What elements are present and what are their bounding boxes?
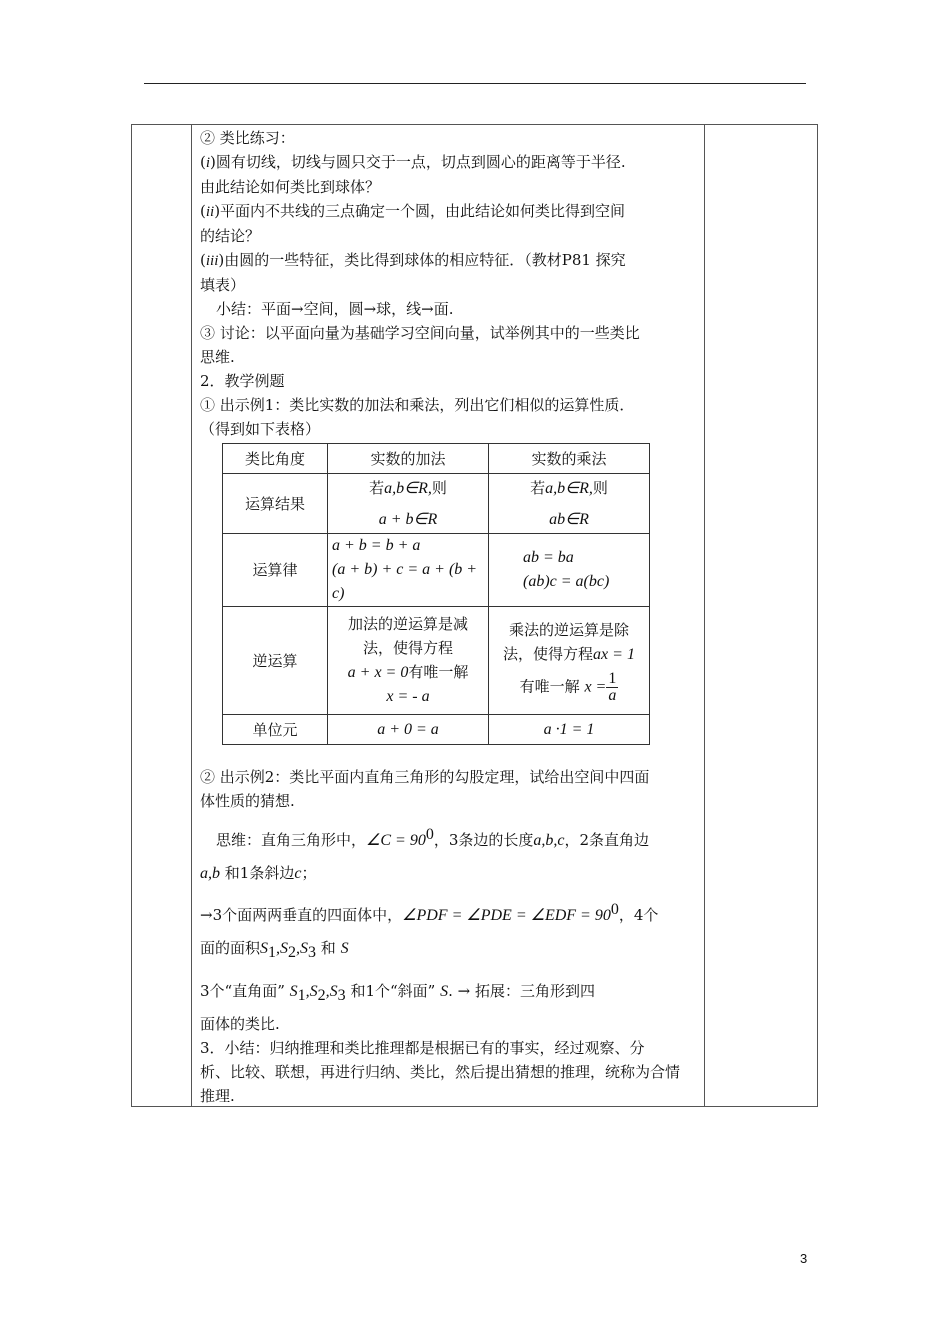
practice-item-2-cont: 的结论？ — [200, 227, 261, 245]
cell-mul-laws: ab = ba (ab)c = a(bc) — [489, 534, 650, 607]
header-multiplication: 实数的乘法 — [489, 444, 650, 474]
column-divider-left — [191, 125, 192, 1106]
practice-item-3: (iii)由圆的一些特征，类比得到球体的相应特征．（教材P81 探究 — [200, 251, 626, 269]
thinking-line-1: 思维：直角三角形中，∠C = $90^0$，3条边的长度a,b,c，2条直角边 — [216, 826, 650, 849]
summary-line: 小结：平面→空间，圆→球，线→面. — [216, 300, 454, 318]
cell-add-laws: a + b = b + a (a + b) + c = a + (b + c) — [328, 534, 489, 607]
cell-add-result: 若a,b∈R,则 a + b∈R — [328, 474, 489, 534]
practice-item-1: (i)圆有切线，切线与圆只交于一点，切点到圆心的距离等于半径. — [200, 153, 626, 171]
header-angle: 类比角度 — [223, 444, 328, 474]
thinking-line-5: 3个“直角面” $S_1,S_2,S_3$ 和1个“斜面” S. → 拓展：三角形到四 — [200, 982, 595, 1004]
table-row — [223, 474, 650, 534]
example-1: ① 出示例1：类比实数的加法和乘法，列出它们相似的运算性质． — [200, 396, 635, 414]
discussion-cont: 思维. — [200, 348, 235, 366]
analogy-table — [222, 443, 650, 745]
thinking-line-6: 面体的类比. — [200, 1015, 280, 1033]
cell-mul-result: 若a,b∈R,则 ab∈R — [489, 474, 650, 534]
row-label-result: 运算结果 — [223, 474, 328, 534]
column-divider-right — [704, 125, 705, 1106]
fraction-one-over-a: $\frac{1}{a}$ — [608, 669, 617, 704]
summary-3: 推理. — [200, 1087, 235, 1105]
practice-item-1-cont: 由此结论如何类比到球体？ — [200, 178, 381, 196]
cell-mul-inverse: 乘法的逆运算是除 法，使得方程ax = 1 有唯一解 x = $\frac{1}{a}$ — [489, 607, 650, 715]
header-rule — [144, 83, 806, 84]
thinking-line-2: a,b 和1条斜边c； — [200, 864, 317, 882]
practice-item-2: (ii)平面内不共线的三点确定一个圆，由此结论如何类比得到空间 — [200, 202, 626, 220]
cell-add-identity: a + 0 = a — [328, 715, 489, 745]
example-2-cont: 体性质的猜想. — [200, 792, 295, 810]
row-label-inverse: 逆运算 — [223, 607, 328, 715]
practice-heading: ② 类比练习： — [200, 129, 295, 147]
examples-heading: 2．教学例题 — [200, 372, 285, 390]
table-row — [223, 715, 650, 745]
header-addition: 实数的加法 — [328, 444, 489, 474]
cell-add-inverse: 加法的逆运算是减 法，使得方程 a + x = 0有唯一解 x = - a — [328, 607, 489, 715]
summary-2: 析、比较、联想，再进行归纳、类比，然后提出猜想的推理，统称为合情 — [200, 1063, 681, 1081]
practice-item-3-cont: 填表） — [200, 276, 246, 294]
table-header-row — [223, 444, 650, 474]
thinking-line-4: 面的面积$S_1,S_2,S_3$ 和 S — [200, 939, 349, 961]
cell-mul-identity: a ·1 = 1 — [489, 715, 650, 745]
lesson-content — [200, 126, 697, 1108]
table-row — [223, 607, 650, 715]
example-1-cont: （得到如下表格） — [200, 420, 321, 438]
row-label-laws: 运算律 — [223, 534, 328, 607]
discussion: ③ 讨论：以平面向量为基础学习空间向量，试举例其中的一些类比 — [200, 324, 640, 342]
table-row — [223, 534, 650, 607]
summary-1: 3．小结：归纳推理和类比推理都是根据已有的事实，经过观察、分 — [200, 1039, 645, 1057]
row-label-identity: 单位元 — [223, 715, 328, 745]
thinking-line-3: →3个面两两垂直的四面体中，∠PDF = ∠PDE = ∠EDF = $90^0$，4个 — [200, 901, 659, 924]
example-2: ② 出示例2：类比平面内直角三角形的勾股定理，试给出空间中四面 — [200, 768, 650, 786]
page-number: 3 — [800, 1251, 808, 1266]
